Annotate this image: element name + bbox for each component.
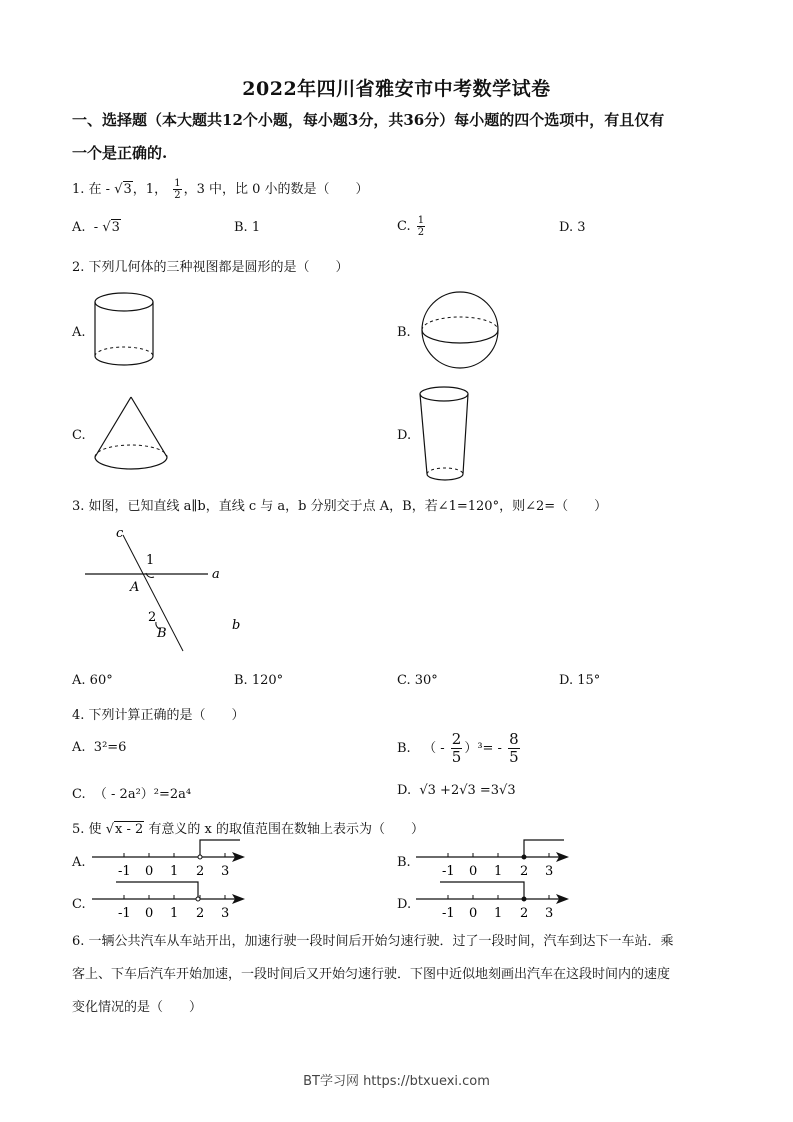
q4-option-a[interactable]: A. 3²=6 [72, 740, 127, 755]
svg-text:0: 0 [469, 906, 478, 921]
number-line-b [416, 838, 576, 880]
sqrt: √3 [114, 182, 132, 197]
svg-text:1: 1 [170, 906, 179, 921]
q2-option-a-label[interactable]: A. [72, 325, 86, 340]
svg-text:2: 2 [520, 864, 529, 879]
q5-option-c-label[interactable]: C. [72, 897, 86, 912]
q3-option-a[interactable]: A. 60° [72, 673, 113, 688]
q5-option-d-label[interactable]: D. [397, 897, 412, 912]
q4-option-d[interactable]: D. √3 +2√3 =3√3 [397, 783, 516, 798]
q3-option-d[interactable]: D. 15° [559, 673, 601, 688]
label-point-b: B [157, 626, 167, 641]
question-6-line1: 6. 一辆公共汽车从车站开出，加速行驶一段时间后开始匀速行驶．过了一段时间，汽车到达下一车站．乘 [72, 934, 674, 949]
q2-option-d-label[interactable]: D. [397, 428, 412, 443]
section-header-line1: 一、选择题（本大题共12个小题，每小题3分，共36分）每小题的四个选项中，有且仅有 [72, 111, 665, 129]
svg-text:0: 0 [145, 864, 154, 879]
label-angle-1: 1 [146, 553, 155, 568]
question-3-stem: 3. 如图，已知直线 a∥b，直线 c 与 a，b 分别交于点 A，B，若∠1=120°，则∠2=（ ） [72, 499, 608, 514]
q4-option-b[interactable]: B. （ - $\frac{2}{5}$ ）³= - $\frac{8}{5}$ [397, 730, 519, 766]
number-line-a [92, 838, 252, 880]
cone-figure [95, 397, 171, 472]
svg-text:3: 3 [221, 906, 230, 921]
label-angle-2: 2 [148, 610, 157, 625]
page-title: 2022年四川省雅安市中考数学试卷 [242, 78, 551, 100]
fraction: $\frac{1}{2}$ [174, 178, 181, 201]
section-header-line2: 一个是正确的. [72, 144, 168, 162]
question-5-stem: 5. 使 √x - 2 有意义的 x 的取值范围在数轴上表示为（ ） [72, 822, 425, 837]
q3-option-b[interactable]: B. 120° [234, 673, 284, 688]
question-1-stem: 1. 在 - √3，1， $\frac{1}{2}$ ，3 中，比 0 小的数是（ ） [72, 178, 369, 201]
svg-text:2: 2 [196, 864, 205, 879]
q1-option-b[interactable]: B. 1 [234, 220, 261, 235]
q5-option-a-label[interactable]: A. [72, 855, 86, 870]
svg-text:-1: -1 [118, 864, 131, 879]
question-4-stem: 4. 下列计算正确的是（ ） [72, 708, 245, 723]
q1-option-a[interactable]: A. - √3 [72, 220, 120, 235]
label-point-a: A [130, 580, 140, 595]
cup-figure [420, 386, 470, 484]
svg-text:0: 0 [469, 864, 478, 879]
q4-option-c[interactable]: C. （ - 2a²）²=2a⁴ [72, 787, 192, 802]
svg-text:1: 1 [494, 864, 503, 879]
svg-text:-1: -1 [442, 906, 455, 921]
svg-text:3: 3 [221, 864, 230, 879]
label-a: a [212, 567, 220, 582]
svg-text:3: 3 [545, 864, 554, 879]
question-6-line2: 客上、下车后汽车开始加速，一段时间后又开始匀速行驶．下图中近似地刻画出汽车在这段时间内的速度 [72, 967, 671, 982]
parallel-lines-figure [80, 525, 280, 655]
svg-text:0: 0 [145, 906, 154, 921]
sphere-figure [421, 293, 501, 369]
number-line-c [92, 880, 252, 922]
number-line-d [416, 880, 576, 922]
q1-option-d[interactable]: D. 3 [559, 220, 586, 235]
question-6-line3: 变化情况的是（ ） [72, 1000, 203, 1015]
q5-option-b-label[interactable]: B. [397, 855, 411, 870]
q2-option-b-label[interactable]: B. [397, 325, 411, 340]
question-2-stem: 2. 下列几何体的三种视图都是圆形的是（ ） [72, 260, 349, 275]
svg-text:-1: -1 [118, 906, 131, 921]
svg-text:2: 2 [196, 906, 205, 921]
label-b: b [232, 618, 241, 633]
svg-text:3: 3 [545, 906, 554, 921]
footer-watermark[interactable]: BT学习网 https://btxuexi.com [303, 1074, 490, 1089]
label-c: c [116, 526, 124, 541]
svg-text:-1: -1 [442, 864, 455, 879]
svg-text:2: 2 [520, 906, 529, 921]
cylinder-figure [95, 293, 155, 369]
q1-option-c[interactable]: C. $\frac{1}{2}$ [397, 215, 425, 238]
q2-option-c-label[interactable]: C. [72, 428, 86, 443]
svg-text:1: 1 [170, 864, 179, 879]
q3-option-c[interactable]: C. 30° [397, 673, 438, 688]
svg-text:1: 1 [494, 906, 503, 921]
